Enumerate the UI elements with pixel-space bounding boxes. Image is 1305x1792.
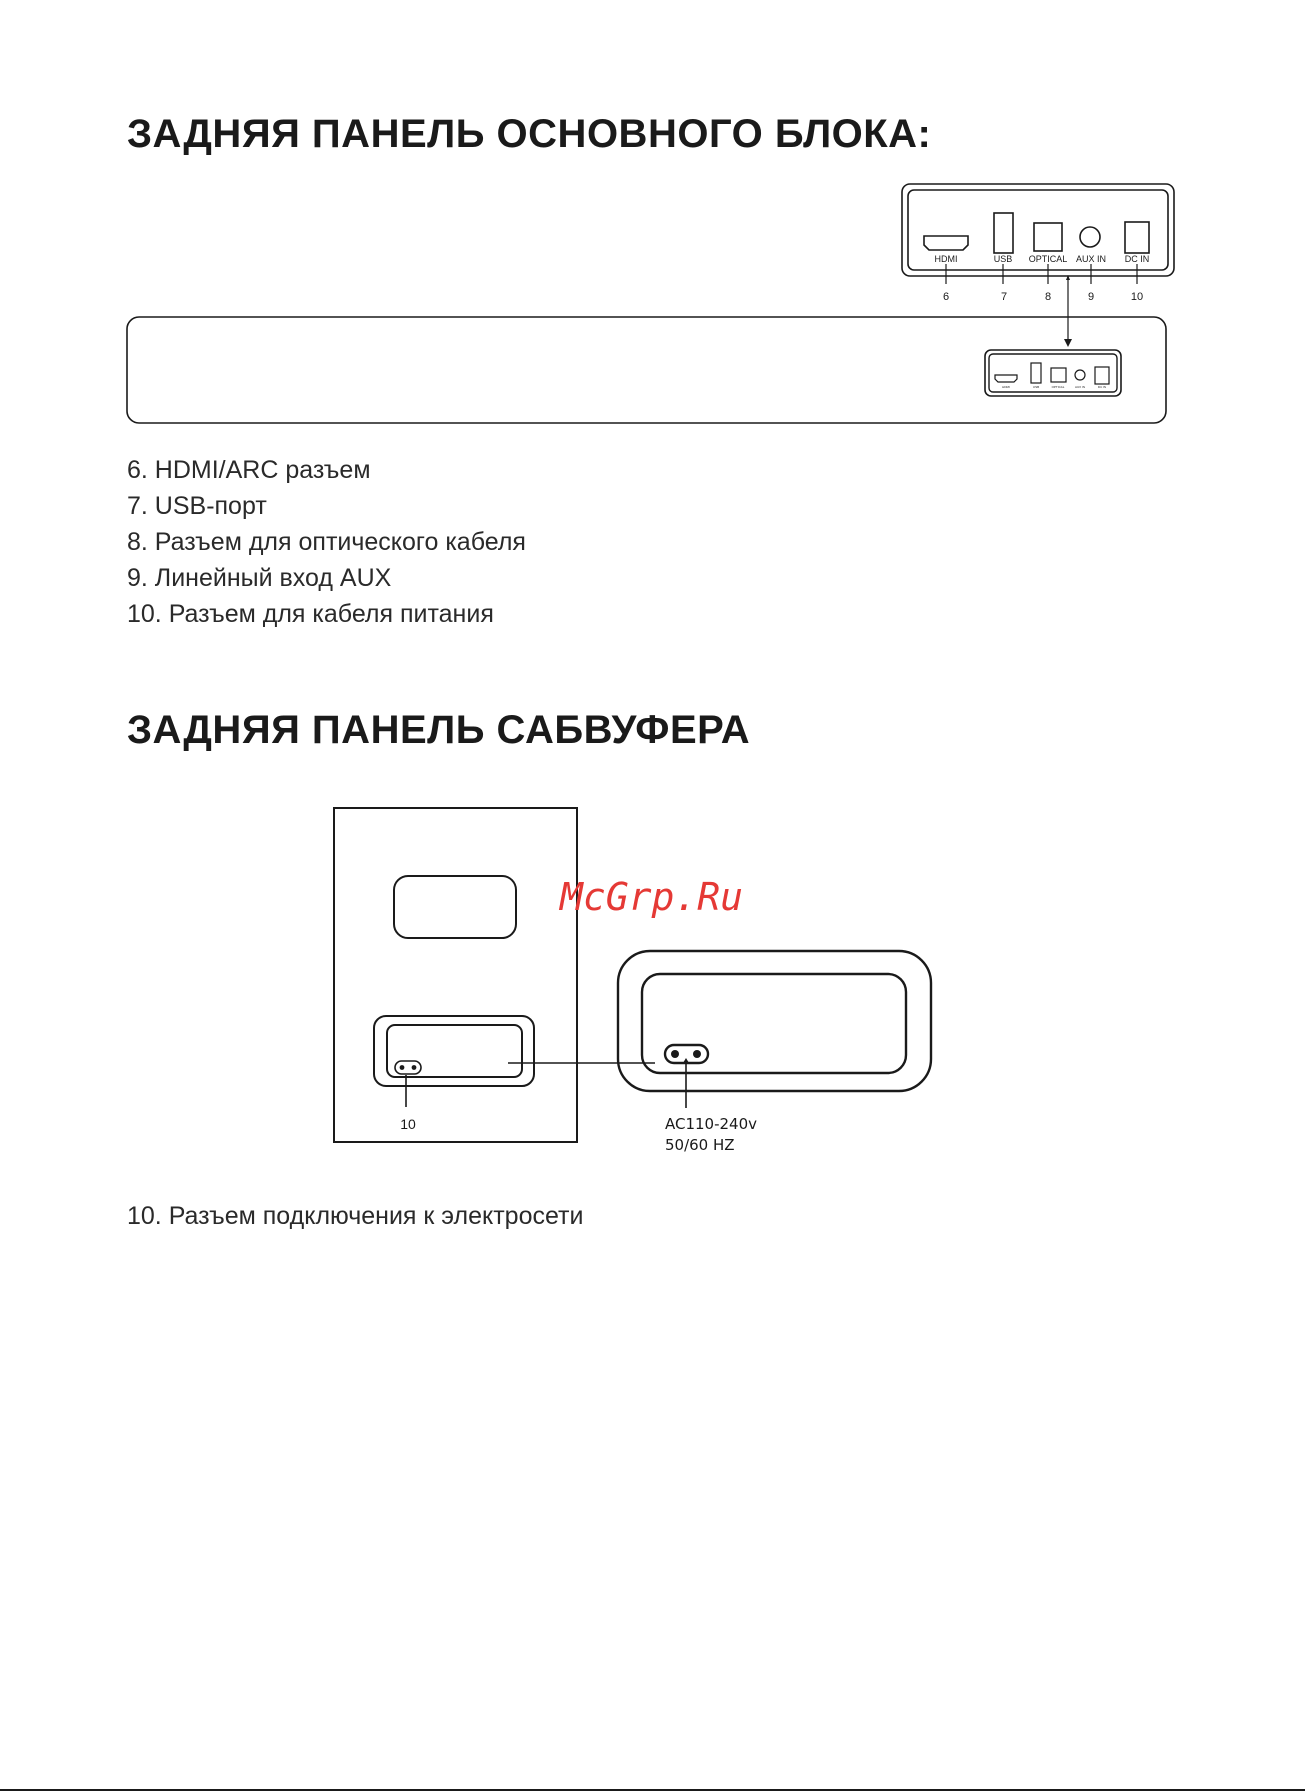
- legend-item: 6. HDMI/ARC разъем: [127, 456, 371, 484]
- dc-port-icon: [1125, 222, 1149, 253]
- port-number-7: 7: [1000, 291, 1008, 303]
- usb-port-icon: [994, 213, 1013, 253]
- mini-label-aux: AUX IN: [1074, 385, 1086, 389]
- legend-item: 8. Разъем для оптического кабеля: [127, 528, 526, 556]
- mini-label-optical: OPTICAL: [1051, 385, 1065, 389]
- legend-item: 7. USB-порт: [127, 492, 267, 520]
- port-label-aux: AUX IN: [1075, 254, 1107, 264]
- port-number-8: 8: [1044, 291, 1052, 303]
- main-panel-zoom: [902, 184, 1174, 303]
- legend-item: 9. Линейный вход AUX: [127, 564, 392, 592]
- subwoofer-socket-zoom: [618, 951, 931, 1154]
- mini-label-dc: DC IN: [1097, 385, 1107, 389]
- port-label-optical: OPTICAL: [1028, 254, 1068, 264]
- port-label-hdmi: HDMI: [934, 254, 958, 264]
- port-number-9: 9: [1087, 291, 1095, 303]
- zoom-arrow: [1064, 275, 1072, 347]
- main-unit-body: [127, 317, 1166, 423]
- main-unit-legend: [127, 452, 526, 632]
- mini-label-hdmi: HDMI: [1002, 385, 1010, 389]
- legend-item: 10. Разъем подключения к электросети: [127, 1202, 584, 1230]
- power-socket-icon: [395, 1061, 421, 1074]
- watermark-text: McGrp.Ru: [560, 875, 744, 919]
- mini-label-usb: USB: [1032, 385, 1040, 389]
- port-label-dc: DC IN: [1124, 254, 1150, 264]
- subwoofer-port-opening: [394, 876, 516, 938]
- subwoofer-body: [334, 808, 577, 1142]
- port-label-usb: USB: [993, 254, 1013, 264]
- aux-port-icon: [1080, 227, 1100, 247]
- subwoofer-heading: ЗАДНЯЯ ПАНЕЛЬ САБВУФЕРА: [127, 708, 751, 752]
- legend-item: 10. Разъем для кабеля питания: [127, 600, 494, 628]
- subwoofer-callout-number: 10: [400, 1116, 416, 1132]
- main-unit-heading: ЗАДНЯЯ ПАНЕЛЬ ОСНОВНОГО БЛОКА:: [127, 112, 932, 156]
- power-spec-frequency: 50/60 HZ: [665, 1136, 735, 1154]
- power-socket-large-icon: [665, 1045, 708, 1063]
- optical-port-icon: [1034, 223, 1062, 251]
- hdmi-port-icon: [924, 236, 968, 250]
- power-spec-voltage: AC110-240v: [665, 1115, 758, 1133]
- subwoofer-legend: [127, 1198, 583, 1234]
- port-number-10: 10: [1130, 291, 1144, 303]
- port-number-6: 6: [942, 291, 950, 303]
